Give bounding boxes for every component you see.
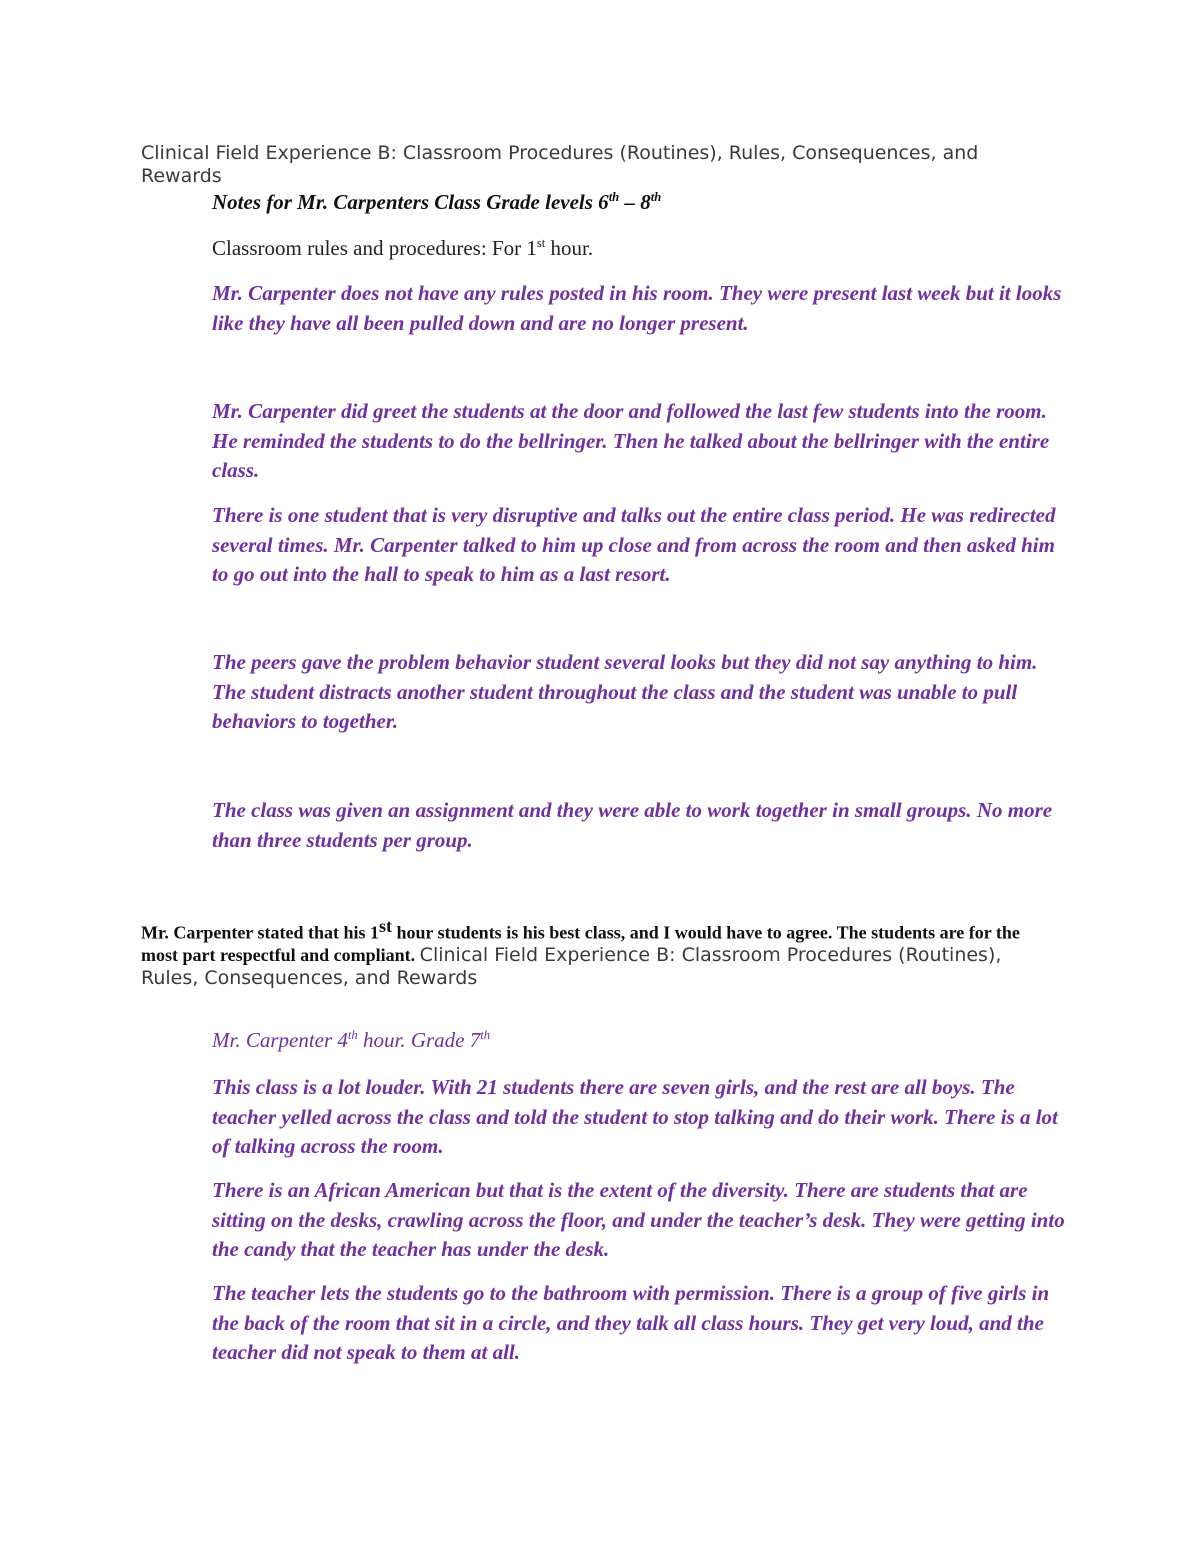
rules-line [212,236,593,261]
note-paragraph: Mr. Carpenter did greet the students at the door and followed the last few students into the room. He reminded the students to do the bellringer. Then he talked about the bellringer with the entire class. [212,399,1050,482]
statement-sup: st [378,916,392,936]
notes-heading-mid: – 8 [619,190,651,214]
rules-line-suffix: hour. [545,236,594,260]
notes-heading-sup2: th [650,190,662,204]
notes-heading [212,190,661,215]
statement-prefix: Mr. Carpenter stated that his 1 [141,922,379,943]
fourth-hour-sup1: th [347,1028,358,1042]
note-paragraph: Mr. Carpenter does not have any rules posted in his room. They were present last week but it looks like they have all been pulled down and are no longer present. [212,281,1062,335]
statement-repeated-title: Clinical Field Experience B: Classroom Procedures (Routines), Rules, Consequences, and Rewards [141,944,1002,990]
fourth-hour-heading [212,1028,490,1053]
notes-heading-sup1: th [608,190,620,204]
note-paragraph: This class is a lot louder. With 21 students there are seven girls, and the rest are all boys. The teacher yelled across the class and told the student to stop talking and do their work. There is a lot of talking across the room. [212,1075,1058,1158]
rules-line-prefix: Classroom rules and procedures: For 1 [212,236,537,260]
statement-paragraph [141,915,1056,990]
document-title: Clinical Field Experience B: Classroom Procedures (Routines), Rules, Consequences, and Rewards [141,142,979,187]
fourth-hour-sup2: th [480,1028,491,1042]
note-paragraph: The class was given an assignment and they were able to work together in small groups. No more than three students per group. [212,798,1053,852]
note-paragraph: There is one student that is very disruptive and talks out the entire class period. He was redirected several times. Mr. Carpenter talked to him up close and from across the room and then asked him to go out into the hall to speak to him as a last resort. [212,503,1056,586]
notes-heading-prefix: Notes for Mr. Carpenters Class Grade levels 6 [212,190,609,214]
note-paragraph: The teacher lets the students go to the bathroom with permission. There is a group of five girls in the back of the room that sit in a circle, and they talk all class hours. They get very loud, and the teacher did not speak to them at all. [212,1281,1050,1364]
note-paragraph: There is an African American but that is the extent of the diversity. There are students that are sitting on the desks, crawling across the floor, and under the teacher’s desk. They were getting into the candy that the teacher has under the desk. [212,1178,1065,1261]
fourth-hour-prefix: Mr. Carpenter 4 [212,1028,348,1052]
statement-suffix: hour students is his best class, and I would have to agree. The students are for the most part respectful and compliant. [141,922,1020,966]
rules-line-sup: st [536,236,546,250]
note-paragraph: The peers gave the problem behavior student several looks but they did not say anything to him. The student distracts another student throughout the class and the student was unable to pull behaviors to together. [212,650,1038,733]
fourth-hour-mid: hour. Grade 7 [357,1028,481,1052]
